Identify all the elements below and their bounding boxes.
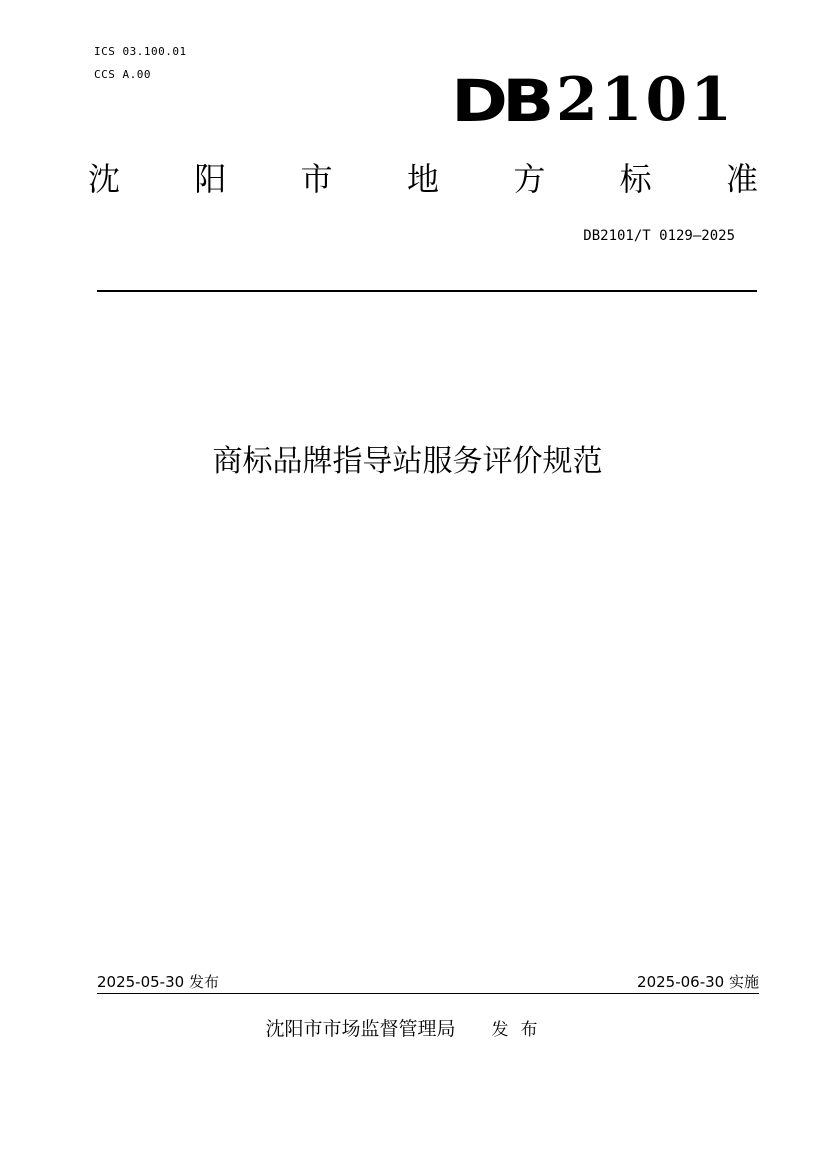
standard-category-heading bbox=[88, 155, 758, 203]
date-row bbox=[97, 972, 759, 992]
standard-number: DB2101/T 0129—2025 bbox=[583, 228, 735, 244]
classification-codes bbox=[94, 40, 187, 86]
footer-divider bbox=[97, 993, 759, 994]
publisher-line bbox=[0, 1015, 815, 1044]
publish-action: 发布 bbox=[491, 1020, 550, 1040]
heading-char: 地 bbox=[406, 160, 439, 198]
heading-char: 阳 bbox=[194, 160, 227, 198]
db-logo-number: 2101 bbox=[556, 65, 735, 135]
header-divider bbox=[97, 290, 757, 292]
db-logo-prefix: DB bbox=[450, 67, 548, 135]
publisher-name: 沈阳市市场监督管理局 bbox=[265, 1018, 456, 1040]
implementation-date: 2025-06-30 实施 bbox=[637, 973, 759, 991]
heading-char: 方 bbox=[513, 160, 546, 198]
heading-char: 准 bbox=[725, 160, 758, 198]
heading-char: 沈 bbox=[88, 160, 121, 198]
heading-char: 标 bbox=[619, 160, 652, 198]
document-title: 商标品牌指导站服务评价规范 bbox=[212, 444, 603, 479]
ccs-code: CCS A.00 bbox=[94, 68, 151, 81]
db-standard-logo bbox=[450, 65, 735, 135]
release-date: 2025-05-30 发布 bbox=[97, 973, 219, 991]
heading-char: 市 bbox=[300, 160, 333, 198]
ics-code: ICS 03.100.01 bbox=[94, 45, 187, 58]
